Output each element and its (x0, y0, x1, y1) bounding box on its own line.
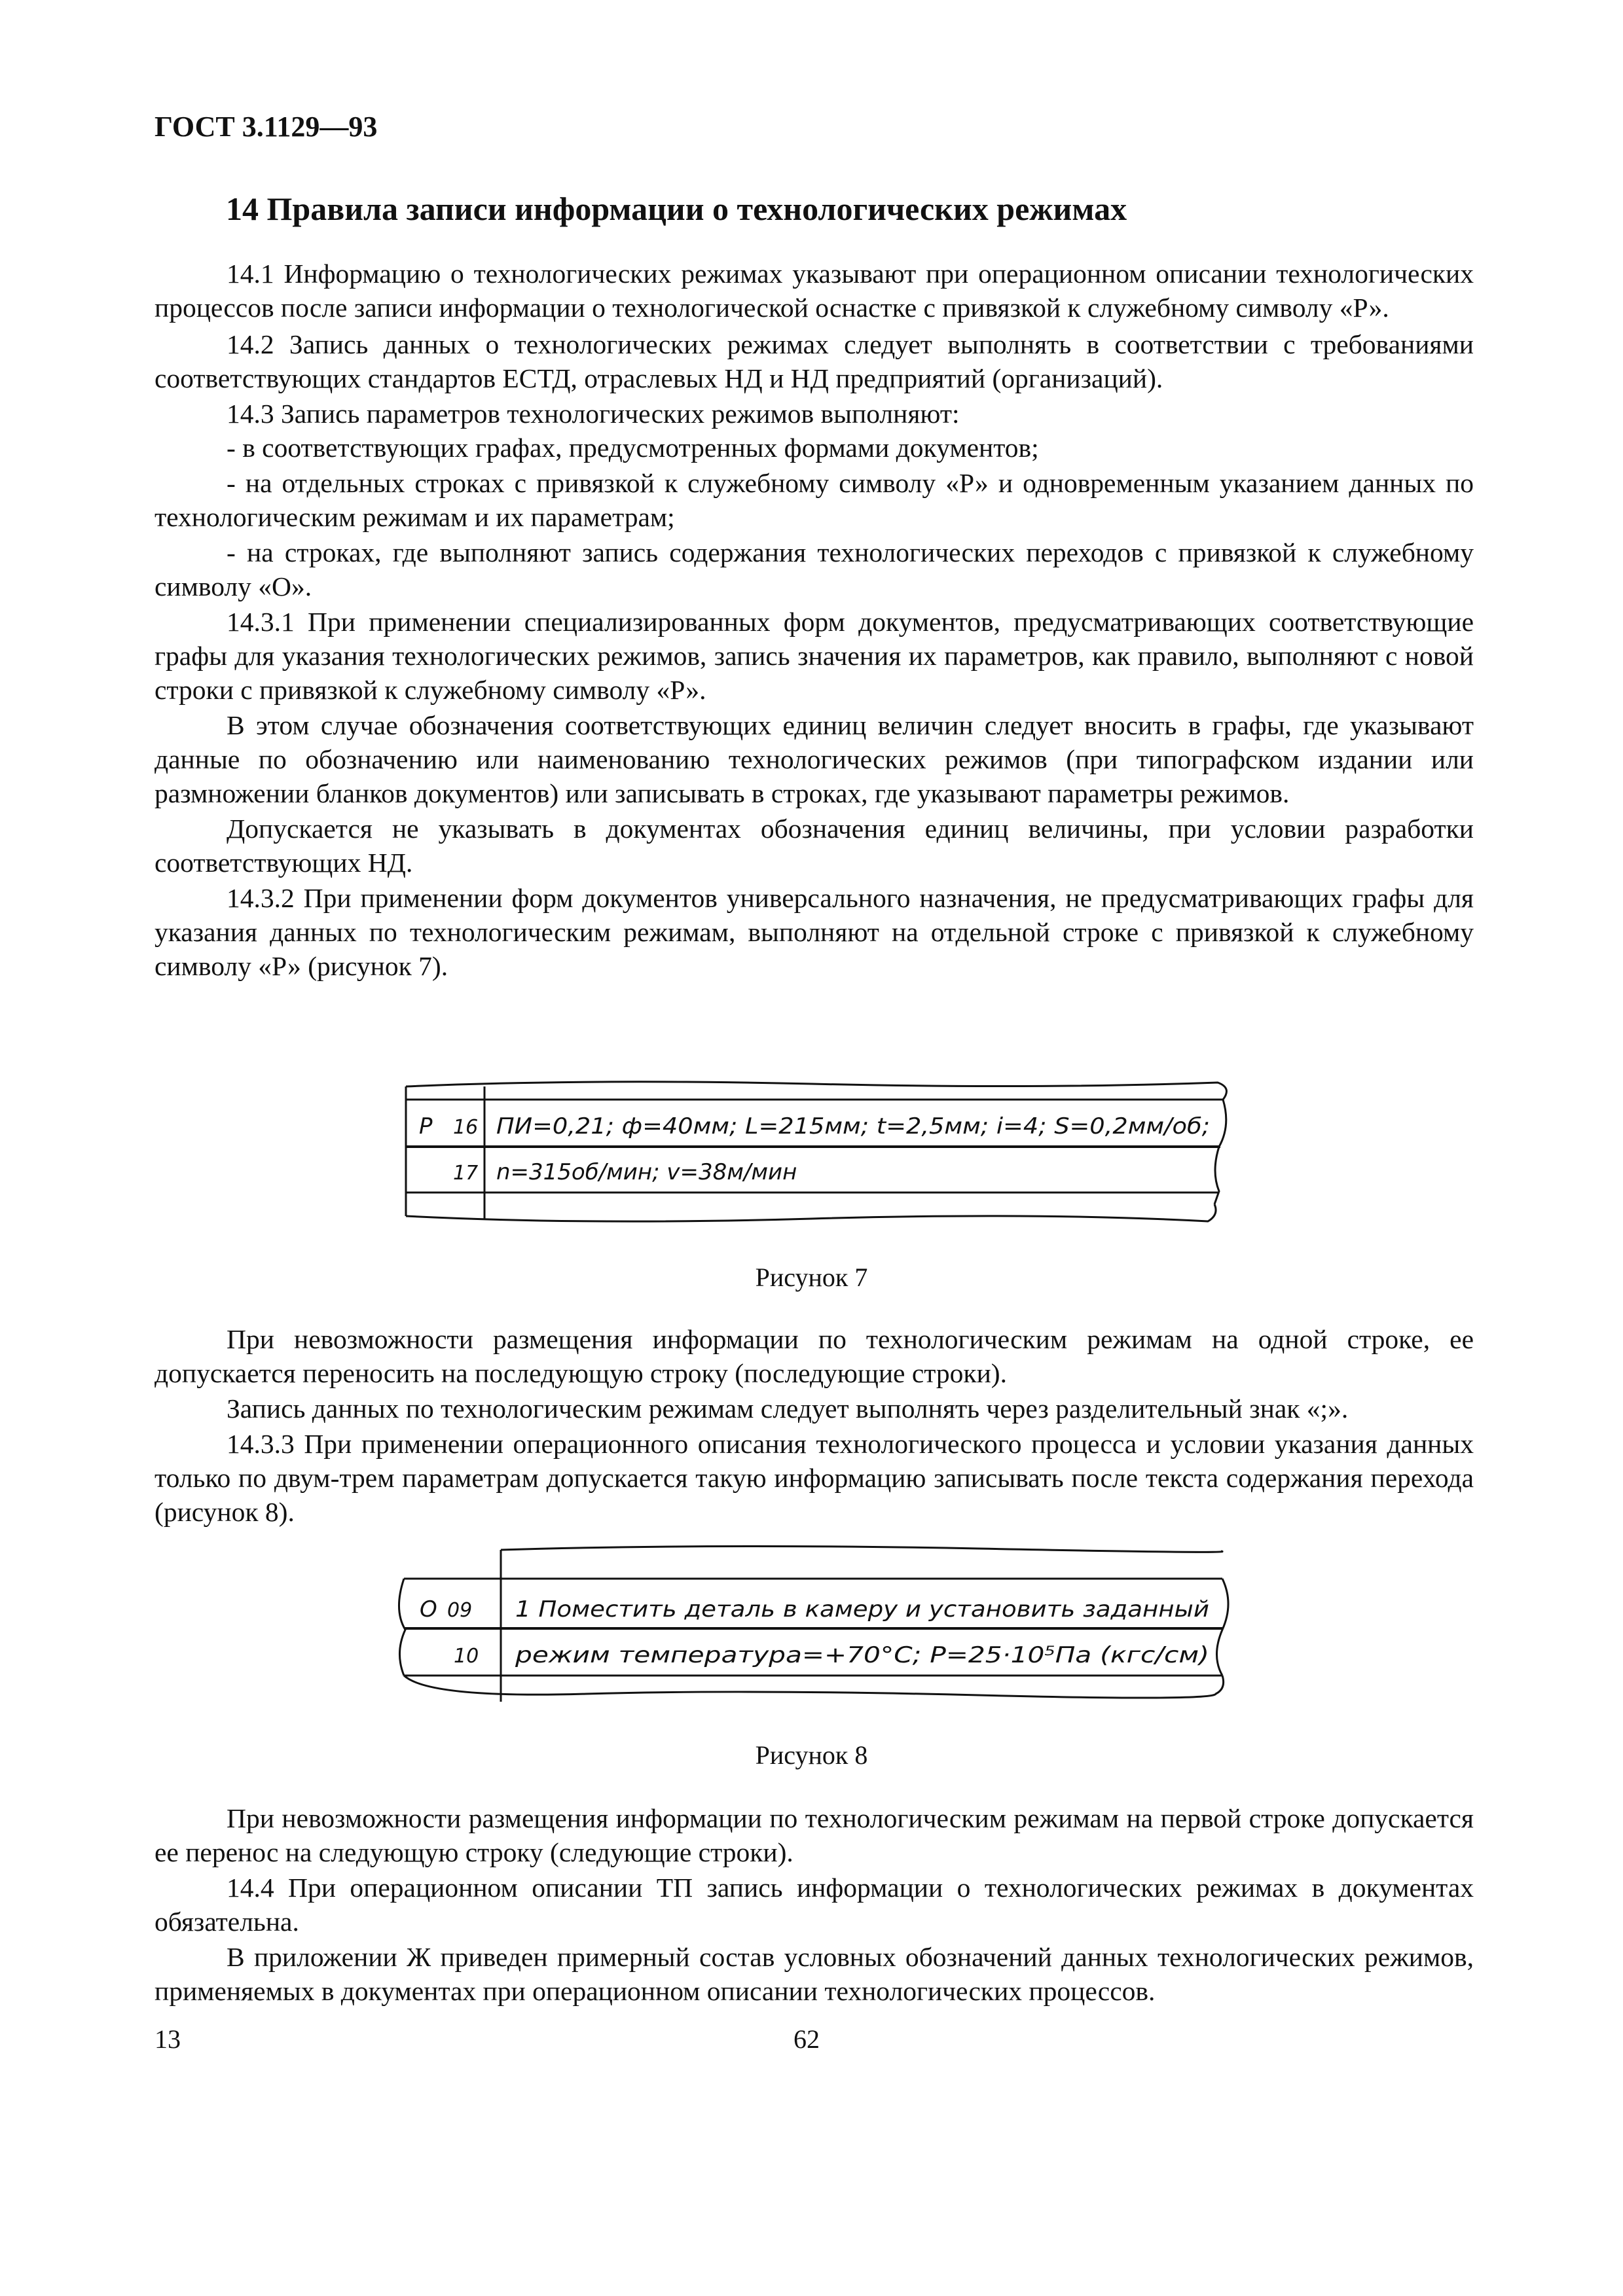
paragraph: В этом случае обозначения соответствующих единиц величин следует вносить в графы, где указывают данные по обозначению или наименованию технологических режимов (при типографском издании или размножении бланков документов) или записывать в строках, где указывают параметры режимов. (155, 710, 1474, 808)
figure-7-row2-text: n=315об/мин; v=38м/мин (496, 1159, 797, 1185)
figure-8 (390, 1538, 1247, 1728)
figure-8-caption: Рисунок 8 (755, 1740, 868, 1770)
figure-7-row1-num: 16 (453, 1116, 479, 1139)
figure-8-form (390, 1538, 1247, 1728)
paragraph-14-3-2: 14.3.2 При применении форм документов универсального назначения, не предусматривающих графы для указания данных по технологическим режимам, выполняют на отдельной строке с привязкой к служебному символу «Р» (рисунок 7). (155, 883, 1474, 981)
document-header: ГОСТ 3.1129—93 (155, 111, 378, 143)
figure-7-form (393, 1073, 1237, 1230)
paragraph: Запись данных по технологическим режимам следует выполнять через разделительный знак «;». (227, 1393, 1349, 1424)
text-block-2 (155, 1322, 1474, 1529)
figure-7-row1-text: ПИ=0,21; ф=40мм; L=215мм; t=2,5мм; i=4; S=0,2мм/об; (496, 1113, 1210, 1139)
paragraph-14-3-3: 14.3.3 При применении операционного описания технологического процесса и условии указания данных только по двум-трем параметрам допускается такую информацию записывать после текста содержания перехода (рисунок 8). (155, 1429, 1474, 1527)
figure-7-row2-num: 17 (453, 1162, 479, 1185)
text-block-3 (155, 1801, 1474, 2008)
text-block-1 (155, 257, 1474, 983)
figure-8-row1-text: 1 Поместить деталь в камеру и установить заданный (515, 1596, 1209, 1623)
footer-page-number: 62 (793, 2024, 820, 2054)
paragraph-14-3: 14.3 Запись параметров технологических режимов выполняют: (227, 399, 960, 429)
figure-7 (393, 1073, 1237, 1230)
figure-8-row1-num: 09 (447, 1599, 473, 1622)
list-item: - на отдельных строках с привязкой к служебному символу «Р» и одновременным указанием данных по технологическим режимам и их параметрам; (155, 468, 1474, 532)
figure-8-row1-symbol: О (420, 1596, 437, 1623)
figure-8-row2-text: режим температура=+70°С; Р=25·10⁵Па (кгс/см) (514, 1642, 1209, 1668)
paragraph-14-4: 14.4 При операционном описании ТП запись информации о технологических режимах в документах обязательна. (155, 1873, 1474, 1937)
paragraph-14-1: 14.1 Информацию о технологических режимах указывают при операционном описании технологических процессов после записи информации о технологической оснастке с привязкой к служебному символу «Р». (155, 259, 1474, 323)
figure-8-row2-num: 10 (454, 1645, 479, 1668)
paragraph: Допускается не указывать в документах обозначения единиц величины, при условии разработки соответствующих НД. (155, 814, 1474, 878)
figure-7-row1-symbol: Р (419, 1113, 433, 1139)
paragraph: При невозможности размещения информации по технологическим режимам на одной строке, ее допускается переносить на последующую строку (последующие строки). (155, 1324, 1474, 1388)
paragraph: При невозможности размещения информации по технологическим режимам на первой строке допускается ее перенос на следующую строку (следующие строки). (155, 1803, 1474, 1867)
list-item: - на строках, где выполняют запись содержания технологических переходов с привязкой к служебному символу «О». (155, 537, 1474, 601)
paragraph-14-2: 14.2 Запись данных о технологических режимах следует выполнять в соответствии с требованиями соответствующих стандартов ЕСТД, отраслевых НД и НД предприятий (организаций). (155, 329, 1474, 393)
list-item: - в соответствующих графах, предусмотренных формами документов; (227, 433, 1039, 463)
section-title: 14 Правила записи информации о технологических режимах (226, 190, 1127, 227)
figure-7-caption: Рисунок 7 (755, 1263, 868, 1292)
paragraph-14-3-1: 14.3.1 При применении специализированных форм документов, предусматривающих соответствующие графы для указания технологических режимов, запись значения их параметров, как правило, выполняют с новой строки с привязкой к служебному символу «Р». (155, 607, 1474, 705)
footer-page-left: 13 (155, 2024, 181, 2054)
paragraph: В приложении Ж приведен примерный состав условных обозначений данных технологических режимов, применяемых в документах при операционном описании технологических процессов. (155, 1942, 1474, 2006)
